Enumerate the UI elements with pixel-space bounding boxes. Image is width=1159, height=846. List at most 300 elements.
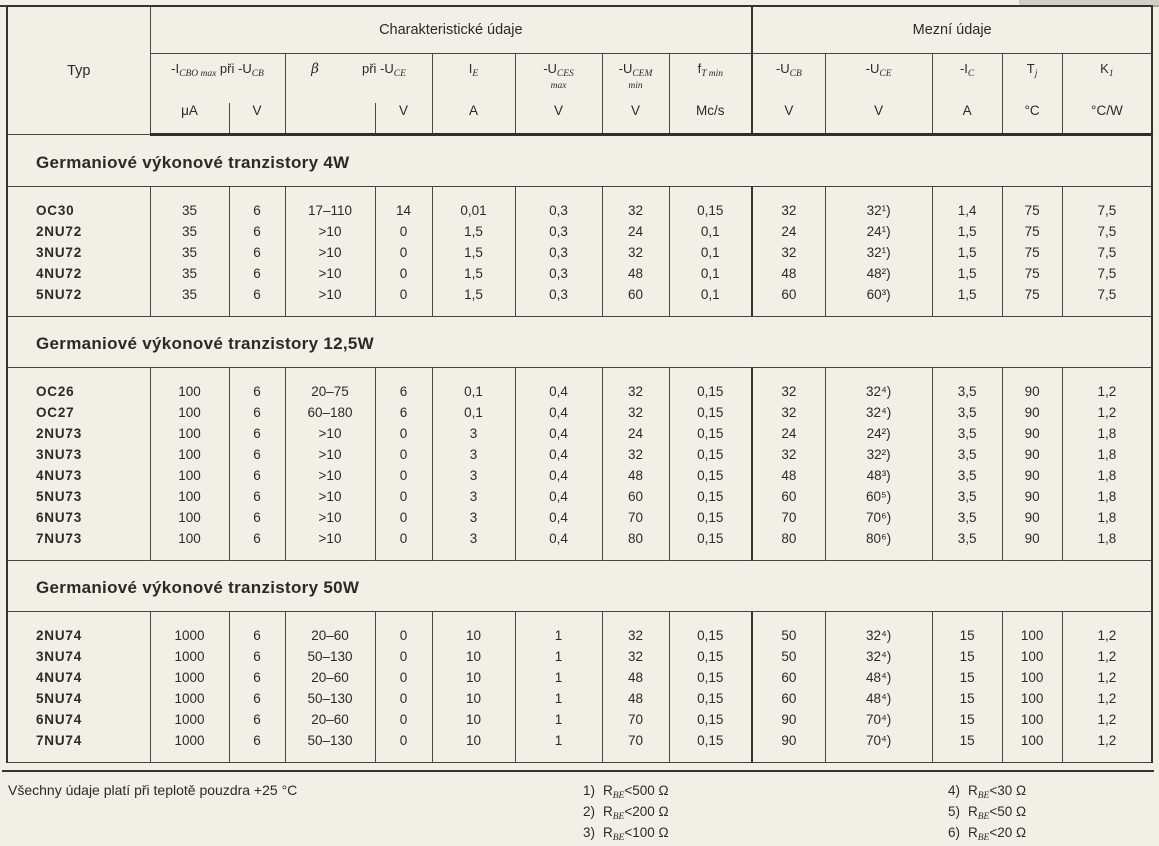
value-cell: 48 <box>602 465 669 486</box>
col-header-ucem <box>602 54 669 104</box>
type-cell: 2NU73 <box>36 426 83 441</box>
table-row <box>7 688 1152 709</box>
value-cell: 100 <box>1002 612 1062 647</box>
value-cell: 20–60 <box>285 667 375 688</box>
value-cell: 20–60 <box>285 612 375 647</box>
footnote-ref: 4) <box>948 783 961 798</box>
value-cell: 0,4 <box>515 402 602 423</box>
symbol-text: T <box>1026 61 1035 76</box>
col-header-uce-limit <box>825 54 932 104</box>
table-row <box>7 263 1152 284</box>
value-cell: 32 <box>602 242 669 263</box>
footnote-condition: <30 Ω <box>989 783 1027 798</box>
value-cell: 90 <box>1002 528 1062 561</box>
table-row <box>7 667 1152 688</box>
value-cell: 0,4 <box>515 507 602 528</box>
footnote-condition: <100 Ω <box>624 825 669 840</box>
symbol-subscript: CE <box>879 69 892 79</box>
value-cell: 0,15 <box>669 507 752 528</box>
value-cell: 1,2 <box>1062 730 1152 763</box>
symbol-line <box>603 61 669 79</box>
value-cell: 32 <box>752 402 825 423</box>
value-cell: 100 <box>1002 709 1062 730</box>
value-cell: 35 <box>150 263 229 284</box>
value-cell: >10 <box>285 486 375 507</box>
footnotes-group-1 <box>583 780 669 843</box>
value-cell: 1000 <box>150 688 229 709</box>
value-cell: 0,15 <box>669 528 752 561</box>
unit-cell: V <box>825 103 932 135</box>
value-cell: 70 <box>752 507 825 528</box>
symbol-subscript: 1 <box>1108 69 1114 79</box>
value-cell: 60³) <box>825 284 932 317</box>
value-cell: 32 <box>752 368 825 403</box>
footnote-condition: <50 Ω <box>989 804 1027 819</box>
unit-cell: A <box>432 103 515 135</box>
value-cell: 3 <box>432 465 515 486</box>
value-cell: 3,5 <box>932 486 1002 507</box>
value-cell: 0,15 <box>669 667 752 688</box>
table-row <box>7 646 1152 667</box>
footnotes-group-2 <box>948 780 1026 843</box>
value-cell: 1,8 <box>1062 465 1152 486</box>
value-cell: 100 <box>1002 646 1062 667</box>
value-cell: 60 <box>602 486 669 507</box>
symbol-text: při -U <box>216 61 252 76</box>
value-cell: 7,5 <box>1062 187 1152 222</box>
symbol-note-max: max <box>550 81 567 91</box>
value-cell: 1000 <box>150 667 229 688</box>
value-cell: 0,01 <box>432 187 515 222</box>
unit-cell: °C/W <box>1062 103 1152 135</box>
col-header-beta-uce <box>285 54 432 104</box>
table-row <box>7 368 1152 403</box>
value-cell: >10 <box>285 465 375 486</box>
value-cell: 3,5 <box>932 368 1002 403</box>
value-cell: 1000 <box>150 646 229 667</box>
value-cell: 0,15 <box>669 709 752 730</box>
value-cell: 20–60 <box>285 709 375 730</box>
table-section-2 <box>7 561 1152 763</box>
value-cell: 3,5 <box>932 507 1002 528</box>
value-cell: 90 <box>1002 423 1062 444</box>
value-cell: >10 <box>285 507 375 528</box>
value-cell: 10 <box>432 667 515 688</box>
value-cell: 0,1 <box>432 402 515 423</box>
value-cell: 0 <box>375 709 432 730</box>
type-cell: 6NU74 <box>36 712 83 727</box>
value-cell: 0 <box>375 263 432 284</box>
value-cell: 6 <box>229 646 285 667</box>
symbol-text: f <box>697 61 702 76</box>
value-cell: 90 <box>1002 402 1062 423</box>
value-cell: 75 <box>1002 263 1062 284</box>
value-cell: 1,2 <box>1062 402 1152 423</box>
value-cell: 6 <box>229 221 285 242</box>
value-cell: 1,2 <box>1062 368 1152 403</box>
value-cell: 24²) <box>825 423 932 444</box>
value-cell: 24 <box>752 221 825 242</box>
value-cell: 1 <box>515 667 602 688</box>
value-cell: 100 <box>150 368 229 403</box>
value-cell: 32 <box>752 242 825 263</box>
value-cell: 50 <box>752 646 825 667</box>
value-cell: 32 <box>752 187 825 222</box>
value-cell: 0 <box>375 486 432 507</box>
footnote-subscript: BE <box>977 791 990 801</box>
value-cell: 48⁴) <box>825 667 932 688</box>
col-header-ft <box>669 54 752 104</box>
value-cell: 0 <box>375 528 432 561</box>
value-cell: >10 <box>285 284 375 317</box>
value-cell: 0,1 <box>669 263 752 284</box>
value-cell: 50–130 <box>285 646 375 667</box>
unit-cell: V <box>515 103 602 135</box>
unit-cell: μA <box>150 103 229 135</box>
table-row <box>7 709 1152 730</box>
value-cell: 70⁶) <box>825 507 932 528</box>
value-cell: 35 <box>150 221 229 242</box>
symbol-subscript: CE <box>393 69 406 79</box>
value-cell: 100 <box>150 486 229 507</box>
section-heading: Germaniové výkonové tranzistory 12,5W <box>7 317 1152 368</box>
type-cell: 4NU73 <box>36 468 83 483</box>
unit-cell <box>285 103 375 135</box>
value-cell: 6 <box>229 528 285 561</box>
value-cell: 60⁵) <box>825 486 932 507</box>
table-section-0 <box>7 135 1152 317</box>
value-cell: 15 <box>932 709 1002 730</box>
symbol-line <box>516 61 602 79</box>
value-cell: 32 <box>602 646 669 667</box>
symbol-subscript: CB <box>789 69 802 79</box>
value-cell: 35 <box>150 187 229 222</box>
value-cell: 15 <box>932 730 1002 763</box>
value-cell: 0,1 <box>432 368 515 403</box>
value-cell: 0 <box>375 221 432 242</box>
table-row <box>7 423 1152 444</box>
symbol-text: -I <box>959 61 968 76</box>
value-cell: 1,5 <box>932 242 1002 263</box>
value-cell: 70⁴) <box>825 709 932 730</box>
value-cell: 3,5 <box>932 444 1002 465</box>
value-cell: 1,5 <box>432 221 515 242</box>
value-cell: 48³) <box>825 465 932 486</box>
type-cell: OC26 <box>36 384 75 399</box>
symbol-subscript: E <box>472 69 479 79</box>
value-cell: >10 <box>285 423 375 444</box>
footnote-subscript: BE <box>612 833 625 843</box>
value-cell: 1,2 <box>1062 646 1152 667</box>
type-cell: 3NU74 <box>36 649 83 664</box>
value-cell: 60–180 <box>285 402 375 423</box>
table-section-1 <box>7 317 1152 561</box>
unit-cell: V <box>752 103 825 135</box>
value-cell: 1,8 <box>1062 444 1152 465</box>
value-cell: 1000 <box>150 709 229 730</box>
symbol-subscript: j <box>1034 69 1038 79</box>
value-cell: 0,15 <box>669 368 752 403</box>
value-cell: 0,3 <box>515 263 602 284</box>
value-cell: 1 <box>515 709 602 730</box>
group-header-characteristic: Charakteristické údaje <box>150 6 752 54</box>
symbol-text: -U <box>543 61 557 76</box>
group-header-row <box>7 6 1152 54</box>
value-cell: 1,4 <box>932 187 1002 222</box>
value-cell: 6 <box>229 465 285 486</box>
symbol-subscript: CEM <box>632 69 653 79</box>
value-cell: 3,5 <box>932 465 1002 486</box>
type-cell: 3NU73 <box>36 447 83 462</box>
value-cell: 1,2 <box>1062 688 1152 709</box>
value-cell: 0,3 <box>515 242 602 263</box>
footnote-5 <box>948 801 1026 822</box>
value-cell: >10 <box>285 242 375 263</box>
value-cell: 0,3 <box>515 187 602 222</box>
symbol-text: -I <box>171 61 180 76</box>
table-row <box>7 528 1152 561</box>
value-cell: 6 <box>375 368 432 403</box>
value-cell: 1,8 <box>1062 507 1152 528</box>
value-cell: 1,2 <box>1062 612 1152 647</box>
value-cell: 32 <box>602 368 669 403</box>
footer-note: Všechny údaje platí při teplotě pouzdra +25 °C <box>8 782 298 798</box>
type-cell: 4NU72 <box>36 266 83 281</box>
table-row <box>7 612 1152 647</box>
value-cell: 0,15 <box>669 423 752 444</box>
value-cell: 0,15 <box>669 486 752 507</box>
value-cell: 90 <box>752 709 825 730</box>
value-cell: 10 <box>432 709 515 730</box>
value-cell: 100 <box>150 465 229 486</box>
value-cell: 100 <box>150 507 229 528</box>
value-cell: 70 <box>602 730 669 763</box>
value-cell: 0,4 <box>515 528 602 561</box>
symbol-subscript: CBO max <box>179 69 217 79</box>
value-cell: 100 <box>1002 688 1062 709</box>
value-cell: 0,15 <box>669 688 752 709</box>
value-cell: 10 <box>432 612 515 647</box>
value-cell: 0,1 <box>669 242 752 263</box>
footnote-subscript: BE <box>977 812 990 822</box>
value-cell: 0,4 <box>515 465 602 486</box>
type-cell: 5NU74 <box>36 691 83 706</box>
footnote-symbol: R <box>603 783 613 798</box>
typ-column-header: Typ <box>7 6 150 135</box>
symbol-subscript: CES <box>556 69 574 79</box>
table-row <box>7 444 1152 465</box>
value-cell: 3 <box>432 507 515 528</box>
unit-cell: °C <box>1002 103 1062 135</box>
col-header-ie <box>432 54 515 104</box>
value-cell: 7,5 <box>1062 242 1152 263</box>
type-cell: 4NU74 <box>36 670 83 685</box>
value-cell: 90 <box>1002 507 1062 528</box>
value-cell: 6 <box>229 444 285 465</box>
col-header-ucb-limit <box>752 54 825 104</box>
table-header <box>7 6 1152 135</box>
value-cell: 48 <box>602 667 669 688</box>
footnote-subscript: BE <box>612 812 625 822</box>
footnote-ref: 5) <box>948 804 961 819</box>
value-cell: >10 <box>285 263 375 284</box>
value-cell: 1 <box>515 688 602 709</box>
unit-cell: V <box>375 103 432 135</box>
section-heading: Germaniové výkonové tranzistory 4W <box>7 135 1152 187</box>
type-cell: 2NU74 <box>36 628 83 643</box>
value-cell: 1,5 <box>432 263 515 284</box>
value-cell: >10 <box>285 444 375 465</box>
value-cell: 15 <box>932 612 1002 647</box>
value-cell: 70 <box>602 709 669 730</box>
table-row <box>7 284 1152 317</box>
symbol-text: K <box>1100 61 1109 76</box>
value-cell: 24¹) <box>825 221 932 242</box>
value-cell: 0 <box>375 667 432 688</box>
value-cell: 6 <box>229 187 285 222</box>
section-heading-row <box>7 135 1152 187</box>
value-cell: 7,5 <box>1062 284 1152 317</box>
unit-cell: V <box>602 103 669 135</box>
value-cell: 6 <box>229 612 285 647</box>
section-heading-row <box>7 561 1152 612</box>
value-cell: 1,2 <box>1062 709 1152 730</box>
footnote-subscript: BE <box>977 833 990 843</box>
type-cell: OC30 <box>36 203 75 218</box>
value-cell: 100 <box>150 423 229 444</box>
value-cell: 32 <box>602 187 669 222</box>
symbol-text <box>362 61 406 79</box>
footnote-symbol: R <box>603 825 613 840</box>
footnote-condition: <20 Ω <box>989 825 1027 840</box>
value-cell: 32⁴) <box>825 368 932 403</box>
value-cell: 6 <box>229 688 285 709</box>
value-cell: 80⁶) <box>825 528 932 561</box>
value-cell: 32⁴) <box>825 402 932 423</box>
value-cell: 70⁴) <box>825 730 932 763</box>
value-cell: 15 <box>932 667 1002 688</box>
value-cell: 100 <box>150 528 229 561</box>
value-cell: 1 <box>515 646 602 667</box>
value-cell: 48 <box>602 688 669 709</box>
value-cell: 0,4 <box>515 423 602 444</box>
value-cell: 60 <box>752 667 825 688</box>
value-cell: 75 <box>1002 221 1062 242</box>
unit-header-row <box>7 103 1152 135</box>
value-cell: 0,15 <box>669 187 752 222</box>
value-cell: 48 <box>752 263 825 284</box>
footnote-ref: 1) <box>583 783 596 798</box>
footnote-ref: 6) <box>948 825 961 840</box>
table-row <box>7 242 1152 263</box>
value-cell: 15 <box>932 646 1002 667</box>
value-cell: 35 <box>150 284 229 317</box>
value-cell: 0,4 <box>515 368 602 403</box>
value-cell: 0 <box>375 465 432 486</box>
symbol-text: -U <box>775 61 790 76</box>
value-cell: 32 <box>602 612 669 647</box>
value-cell: 1,8 <box>1062 423 1152 444</box>
value-cell: 0 <box>375 242 432 263</box>
value-cell: 1,5 <box>932 263 1002 284</box>
value-cell: 48²) <box>825 263 932 284</box>
value-cell: 3,5 <box>932 528 1002 561</box>
symbol-subscript: C <box>967 69 975 79</box>
value-cell: 0,15 <box>669 444 752 465</box>
value-cell: 60 <box>752 688 825 709</box>
value-cell: 32¹) <box>825 242 932 263</box>
value-cell: 0,4 <box>515 486 602 507</box>
footnote-symbol: R <box>603 804 613 819</box>
footnote-symbol: R <box>968 825 978 840</box>
footnote-3 <box>583 822 669 843</box>
transistor-table <box>6 5 1153 763</box>
footnote-6 <box>948 822 1026 843</box>
value-cell: 0 <box>375 284 432 317</box>
footnote-symbol: R <box>968 783 978 798</box>
symbol-note-min: min <box>628 81 643 91</box>
value-cell: 0,15 <box>669 465 752 486</box>
value-cell: 50 <box>752 612 825 647</box>
value-cell: 0 <box>375 688 432 709</box>
value-cell: 1,8 <box>1062 528 1152 561</box>
value-cell: 6 <box>229 242 285 263</box>
value-cell: 90 <box>1002 486 1062 507</box>
value-cell: 50–130 <box>285 730 375 763</box>
value-cell: 3 <box>432 444 515 465</box>
value-cell: 7,5 <box>1062 263 1152 284</box>
value-cell: 1,8 <box>1062 486 1152 507</box>
value-cell: 15 <box>932 688 1002 709</box>
value-cell: 6 <box>229 507 285 528</box>
col-header-k1 <box>1062 54 1152 104</box>
footnote-ref: 2) <box>583 804 596 819</box>
value-cell: 7,5 <box>1062 221 1152 242</box>
value-cell: 1,5 <box>932 221 1002 242</box>
bottom-rule <box>2 770 1154 772</box>
value-cell: 0,3 <box>515 221 602 242</box>
value-cell: 0 <box>375 444 432 465</box>
type-cell: 7NU74 <box>36 733 83 748</box>
table-row <box>7 730 1152 763</box>
value-cell: 6 <box>229 263 285 284</box>
type-cell: 5NU72 <box>36 287 83 302</box>
value-cell: >10 <box>285 221 375 242</box>
value-cell: 0 <box>375 646 432 667</box>
value-cell: 10 <box>432 688 515 709</box>
value-cell: 0,4 <box>515 444 602 465</box>
value-cell: 32 <box>602 444 669 465</box>
value-cell: 60 <box>752 284 825 317</box>
value-cell: 90 <box>1002 368 1062 403</box>
section-heading-row <box>7 317 1152 368</box>
value-cell: 17–110 <box>285 187 375 222</box>
value-cell: 32¹) <box>825 187 932 222</box>
value-cell: 60 <box>752 486 825 507</box>
value-cell: 1,5 <box>932 284 1002 317</box>
col-header-uces <box>515 54 602 104</box>
value-cell: 0,15 <box>669 646 752 667</box>
symbol-header-row <box>7 54 1152 104</box>
value-cell: 32 <box>602 402 669 423</box>
value-cell: 32 <box>752 444 825 465</box>
type-cell: 6NU73 <box>36 510 83 525</box>
symbol-subscript: CB <box>251 69 264 79</box>
value-cell: 0 <box>375 423 432 444</box>
value-cell: 6 <box>229 423 285 444</box>
footnote-condition: <500 Ω <box>624 783 669 798</box>
value-cell: 6 <box>229 486 285 507</box>
